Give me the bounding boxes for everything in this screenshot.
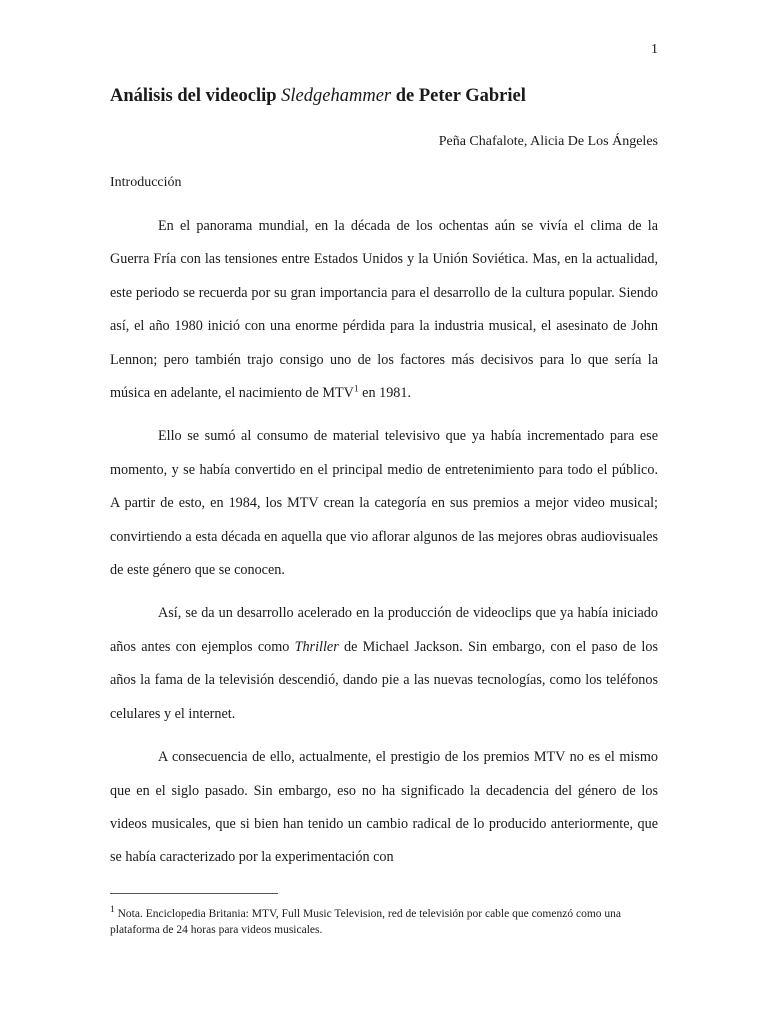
footnote-reference: 1 (353, 384, 359, 395)
title-italic-work: Sledgehammer (281, 86, 392, 106)
section-heading: Introducción (110, 175, 182, 190)
author-line: Peña Chafalote, Alicia De Los Ángeles (438, 134, 658, 149)
footnote (110, 906, 630, 938)
title-prefix: Análisis del videoclip (110, 86, 282, 106)
paragraph-4: A consecuencia de ello, actualmente, el prestigio de los premios MTV no es el mismo que en el siglo pasado. Sin embargo, eso no ha significado la decadencia del género de los videos musicales, que si bien han tenido un cambio radical de lo producido anteriormente, que se había caracterizado por la experimentación con (110, 749, 658, 866)
body-text (110, 210, 658, 885)
paragraph-1-tail: en 1981. (358, 385, 412, 402)
paragraph-1-text: En el panorama mundial, en la década de los ochentas aún se vivía el clima de la Guerra Fría con las tensiones entre Estados Unidos y la Unión Soviética. Mas, en la actualidad, este periodo se recuerda por su gran importancia para el desarrollo de la cultura popular. Siendo así, el año 1980 inició con una enorme pérdida para la industria musical, el asesinato de John Lennon; pero también trajo consigo uno de los factores más decisivos para lo que sería la música en adelante, el nacimiento de MTV (110, 218, 658, 402)
title-suffix: de Peter Gabriel (391, 86, 526, 106)
paragraph-3-text: Así, se da un desarrollo acelerado en la producción de videoclips que ya había iniciado años antes con ejemplos como (110, 605, 658, 655)
footnote-text: Nota. Enciclopedia Britania: MTV, Full Music Television, red de televisión por cable que comenzó como una plataforma de 24 horas para videos musicales. (110, 908, 621, 936)
footnote-separator (110, 893, 278, 894)
paragraph-3 (110, 597, 658, 731)
paragraph-3-tail: de Michael Jackson. Sin embargo, con el paso de los años la fama de la televisión descendió, dando pie a las nuevas tecnologías, como los teléfonos celulares y el internet. (110, 638, 658, 722)
paragraph-2: Ello se sumó al consumo de material televisivo que ya había incrementado para ese momento, y se había convertido en el principal medio de entretenimiento para todo el público. A partir de esto, en 1984, los MTV crean la categoría en sus premios a mejor video musical; convirtiendo a esta década en aquella que vio aflorar algunos de las mejores obras audiovisuales de este género que se conocen. (110, 428, 658, 579)
paragraph-3-italic-work: Thriller (294, 638, 339, 655)
paragraph-1 (110, 210, 658, 410)
footnote-marker: 1 (110, 905, 115, 916)
page-number: 1 (651, 42, 658, 57)
document-title (110, 86, 526, 107)
